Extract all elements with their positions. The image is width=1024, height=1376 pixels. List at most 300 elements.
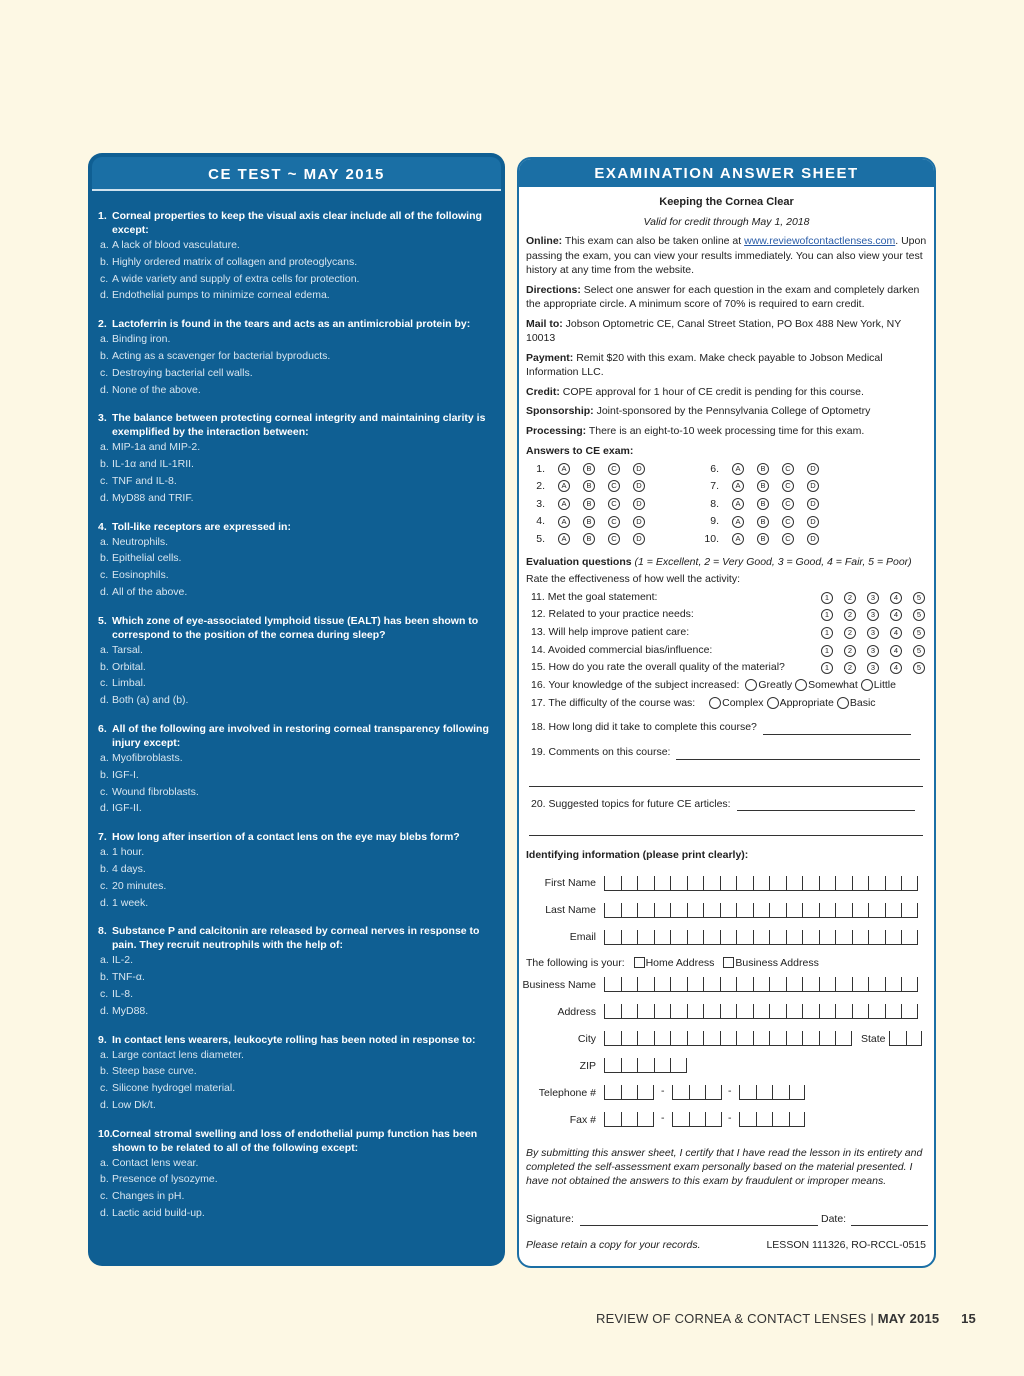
character-box[interactable] [670,876,687,891]
answer-bubble-a[interactable]: A [732,498,744,510]
answer-bubble-d[interactable]: D [807,463,819,475]
character-box[interactable] [687,876,704,891]
option-text: IGF-II. [112,802,142,815]
character-box[interactable] [637,977,654,992]
choice-radio[interactable] [837,697,849,709]
home-address-checkbox[interactable] [634,957,645,968]
payment-text: Remit $20 with this exam. Make check payable to Jobson Medical Information LLC. [526,351,883,378]
character-box[interactable] [670,977,687,992]
option-letter: a. [100,643,109,656]
character-box[interactable] [670,930,687,945]
first-name-row [526,869,927,896]
q20-row [526,797,927,815]
answer-bubble-c[interactable]: C [608,498,620,510]
rating-bubble-5[interactable]: 5 [913,592,925,604]
rating-bubble-2[interactable]: 2 [844,627,856,639]
evaluation-row-15 [526,660,927,678]
character-box[interactable] [687,1031,704,1046]
character-box[interactable] [637,876,654,891]
character-box[interactable] [670,1058,687,1073]
question-stem [98,614,495,642]
option-text: IL-2. [112,954,134,967]
character-box[interactable] [637,1085,654,1100]
processing-label: Processing: [526,424,587,437]
character-box[interactable] [901,903,918,918]
answer-bubble-c[interactable]: C [782,480,794,492]
email-boxes[interactable] [604,930,918,945]
character-box[interactable] [753,876,770,891]
choice-radio[interactable] [767,697,779,709]
answer-bubble-d[interactable]: D [633,533,645,545]
character-box[interactable] [670,903,687,918]
character-box[interactable] [720,876,737,891]
ce-test-panel [88,153,505,1266]
option-letter: a. [100,1156,109,1169]
character-box[interactable] [687,930,704,945]
rating-bubble-3[interactable]: 3 [867,645,879,657]
business-name-row [522,970,927,997]
answer-option [98,331,495,348]
answer-option [98,844,495,861]
option-text: Endothelial pumps to minimize corneal edema. [112,289,330,302]
ce-test-header [92,157,501,191]
character-box[interactable] [654,903,671,918]
answer-bubble-c[interactable]: C [782,463,794,475]
q19-answer-line[interactable] [676,749,920,760]
zip-row [526,1051,927,1078]
character-box[interactable] [687,977,704,992]
character-box[interactable] [802,1031,819,1046]
question-number: 8. [98,925,107,938]
answer-bubble-a[interactable]: A [732,463,744,475]
character-box[interactable] [703,1004,720,1019]
character-box[interactable] [802,903,819,918]
business-name-boxes[interactable] [604,977,918,992]
character-box[interactable] [703,876,720,891]
answer-bubble-b[interactable]: B [583,533,595,545]
character-box[interactable] [769,903,786,918]
character-box[interactable] [772,1085,789,1100]
evaluation-question: 11. Met the goal statement: [531,590,658,603]
option-text: 1 week. [112,896,149,909]
character-box[interactable] [621,1031,638,1046]
character-box[interactable] [786,930,803,945]
character-box[interactable] [901,930,918,945]
answer-bubble-a[interactable]: A [558,516,570,528]
option-text: Epithelial cells. [112,552,182,565]
character-box[interactable] [604,1112,621,1127]
city-boxes[interactable] [604,1031,852,1046]
character-box[interactable] [753,1031,770,1046]
character-box[interactable] [621,977,638,992]
character-box[interactable] [604,1058,621,1073]
character-box[interactable] [739,1085,756,1100]
question-number: 10. [98,1127,113,1140]
character-box[interactable] [736,1004,753,1019]
character-box[interactable] [736,930,753,945]
character-box[interactable] [852,930,869,945]
rating-bubble-4[interactable]: 4 [890,662,902,674]
character-box[interactable] [772,1112,789,1127]
character-box[interactable] [672,1112,689,1127]
character-box[interactable] [621,1112,638,1127]
character-box[interactable] [819,930,836,945]
character-box[interactable] [786,977,803,992]
character-box[interactable] [885,903,902,918]
option-text: TNF-α. [112,971,145,984]
character-box[interactable] [769,977,786,992]
character-box[interactable] [868,876,885,891]
online-pre: This exam can also be taken online at [564,235,742,247]
answer-bubble-c[interactable]: C [608,480,620,492]
character-box[interactable] [769,876,786,891]
rating-bubble-3[interactable]: 3 [867,662,879,674]
rating-bubble-4[interactable]: 4 [890,627,902,639]
rating-bubble-5[interactable]: 5 [913,627,925,639]
character-box[interactable] [819,1004,836,1019]
following-is-label: The following is your: [526,956,625,969]
character-box[interactable] [835,903,852,918]
zip-boxes[interactable] [604,1058,687,1073]
character-box[interactable] [720,930,737,945]
character-box[interactable] [621,930,638,945]
character-box[interactable] [901,977,918,992]
telephone-area-boxes[interactable] [604,1085,654,1100]
processing [526,424,927,439]
answer-bubble-d[interactable]: D [807,516,819,528]
answer-bubble-a[interactable]: A [732,480,744,492]
character-box[interactable] [802,930,819,945]
character-box[interactable] [705,1112,722,1127]
fax-dash-2: - [728,1111,732,1124]
character-box[interactable] [769,930,786,945]
character-box[interactable] [786,1031,803,1046]
choice-label: Complex [722,696,764,709]
character-box[interactable] [637,1058,654,1073]
character-box[interactable] [789,1085,806,1100]
character-box[interactable] [689,1085,706,1100]
character-box[interactable] [637,1004,654,1019]
rating-bubble-3[interactable]: 3 [867,627,879,639]
character-box[interactable] [753,903,770,918]
character-box[interactable] [621,876,638,891]
character-box[interactable] [901,876,918,891]
character-box[interactable] [852,876,869,891]
character-box[interactable] [868,1004,885,1019]
answer-bubble-b[interactable]: B [583,480,595,492]
character-box[interactable] [736,903,753,918]
rating-bubble-1[interactable]: 1 [821,662,833,674]
option-letter: c. [100,879,109,892]
rating-bubble-3[interactable]: 3 [867,592,879,604]
character-box[interactable] [654,977,671,992]
rating-bubble-1[interactable]: 1 [821,627,833,639]
first-name-boxes[interactable] [604,876,918,891]
q20-answer-line-2[interactable] [529,822,923,836]
character-box[interactable] [720,1031,737,1046]
character-box[interactable] [621,1085,638,1100]
option-letter: b. [100,768,109,781]
character-box[interactable] [703,1031,720,1046]
rating-bubble-1[interactable]: 1 [821,645,833,657]
answer-option [98,1097,495,1114]
rating-bubble-2[interactable]: 2 [844,609,856,621]
option-letter: b. [100,971,109,984]
rating-bubble-3[interactable]: 3 [867,609,879,621]
character-box[interactable] [637,903,654,918]
character-box[interactable] [672,1085,689,1100]
character-box[interactable] [604,1085,621,1100]
option-letter: c. [100,569,109,582]
character-box[interactable] [720,903,737,918]
answer-bubble-b[interactable]: B [583,516,595,528]
rating-bubble-2[interactable]: 2 [844,645,856,657]
character-box[interactable] [637,930,654,945]
telephone-prefix-boxes[interactable] [672,1085,722,1100]
character-box[interactable] [604,930,621,945]
character-box[interactable] [621,903,638,918]
character-box[interactable] [739,1112,756,1127]
character-box[interactable] [736,876,753,891]
character-box[interactable] [906,1031,923,1046]
character-box[interactable] [703,977,720,992]
character-box[interactable] [885,1004,902,1019]
answer-option [98,287,495,304]
character-box[interactable] [819,903,836,918]
date-line[interactable] [851,1215,928,1226]
character-box[interactable] [835,977,852,992]
option-text: A wide variety and supply of extra cells for protection. [112,272,360,285]
character-box[interactable] [654,1004,671,1019]
rating-bubble-2[interactable]: 2 [844,592,856,604]
signature-label: Signature: [526,1212,574,1225]
evaluation-rate-text: Rate the effectiveness of how well the activity: [526,573,740,585]
answer-bubble-b[interactable]: B [757,498,769,510]
character-box[interactable] [852,903,869,918]
option-letter: d. [100,802,109,815]
character-box[interactable] [703,903,720,918]
character-box[interactable] [753,930,770,945]
answer-bubble-a[interactable]: A [732,533,744,545]
character-box[interactable] [654,876,671,891]
character-box[interactable] [720,977,737,992]
evaluation-row-14 [526,643,927,661]
evaluation-question: 13. Will help improve patient care: [531,625,690,638]
answer-bubble-c[interactable]: C [608,516,620,528]
question-stem [98,209,495,237]
character-box[interactable] [885,930,902,945]
character-box[interactable] [687,903,704,918]
answer-bubble-d[interactable]: D [633,463,645,475]
answer-bubble-b[interactable]: B [757,480,769,492]
character-box[interactable] [621,1058,638,1073]
character-box[interactable] [687,1004,704,1019]
character-box[interactable] [835,1004,852,1019]
character-box[interactable] [835,1031,852,1046]
choice-radio[interactable] [709,697,721,709]
character-box[interactable] [621,1004,638,1019]
answer-bubble-a[interactable]: A [558,533,570,545]
rating-bubble-1[interactable]: 1 [821,609,833,621]
answer-grid [526,459,927,549]
character-box[interactable] [835,876,852,891]
character-box[interactable] [756,1085,773,1100]
q19-answer-line-2[interactable] [529,773,923,787]
answer-bubble-d[interactable]: D [633,498,645,510]
character-box[interactable] [753,977,770,992]
character-box[interactable] [769,1004,786,1019]
answer-bubble-b[interactable]: B [757,533,769,545]
character-box[interactable] [852,1004,869,1019]
character-box[interactable] [885,876,902,891]
issue-month: MAY 2015 [877,1311,940,1326]
character-box[interactable] [769,1031,786,1046]
character-box[interactable] [819,1031,836,1046]
answer-bubble-b[interactable]: B [583,463,595,475]
q16-row [526,678,927,696]
answer-bubble-a[interactable]: A [732,516,744,528]
character-box[interactable] [802,876,819,891]
online-label: Online: [526,235,563,247]
character-box[interactable] [885,977,902,992]
character-box[interactable] [604,1031,621,1046]
answer-bubble-a[interactable]: A [558,498,570,510]
character-box[interactable] [705,1085,722,1100]
character-box[interactable] [670,1004,687,1019]
option-letter: b. [100,1173,109,1186]
choice-radio[interactable] [861,679,873,691]
answer-option [98,659,495,676]
fax-area-boxes[interactable] [604,1112,654,1127]
answer-option [98,952,495,969]
option-text: Silicone hydrogel material. [112,1082,236,1095]
character-box[interactable] [637,1031,654,1046]
business-name-label: Business Name [522,978,596,991]
address-boxes[interactable] [604,1004,918,1019]
q20-answer-line[interactable] [737,800,915,811]
character-box[interactable] [736,977,753,992]
answer-option [98,439,495,456]
character-box[interactable] [868,977,885,992]
rating-bubble-5[interactable]: 5 [913,609,925,621]
answer-bubble-d[interactable]: D [807,498,819,510]
rating-bubble-5[interactable]: 5 [913,662,925,674]
character-box[interactable] [604,876,621,891]
answer-bubble-c[interactable]: C [782,533,794,545]
character-box[interactable] [670,1031,687,1046]
character-box[interactable] [786,1004,803,1019]
character-box[interactable] [756,1112,773,1127]
answer-bubble-b[interactable]: B [583,498,595,510]
character-box[interactable] [789,1112,806,1127]
question-stem [98,317,495,331]
answer-bubble-b[interactable]: B [757,516,769,528]
choice-label: Greatly [758,678,793,691]
state-boxes[interactable] [889,1031,922,1046]
question-2 [98,317,495,398]
character-box[interactable] [852,977,869,992]
rating-bubble-5[interactable]: 5 [913,645,925,657]
character-box[interactable] [654,1031,671,1046]
answer-bubble-b[interactable]: B [757,463,769,475]
character-box[interactable] [604,1004,621,1019]
character-box[interactable] [654,1058,671,1073]
choice-radio[interactable] [795,679,807,691]
q18-answer-line[interactable] [763,724,911,735]
character-box[interactable] [786,876,803,891]
evaluation-row-11 [526,590,927,608]
rating-bubble-2[interactable]: 2 [844,662,856,674]
answer-bubble-c[interactable]: C [608,533,620,545]
option-letter: a. [100,535,109,548]
choice-radio[interactable] [745,679,757,691]
address-label: Address [557,1005,596,1018]
character-box[interactable] [654,930,671,945]
answer-sheet-panel [517,157,936,1268]
character-box[interactable] [835,930,852,945]
rating-bubble-1[interactable]: 1 [821,592,833,604]
mail-text: Jobson Optometric CE, Canal Street Station, PO Box 488 New York, NY 10013 [526,317,902,344]
rating-bubble-4[interactable]: 4 [890,645,902,657]
choice-option [795,678,858,693]
answer-bubble-d[interactable]: D [807,533,819,545]
answer-row [694,462,832,480]
character-box[interactable] [604,977,621,992]
character-box[interactable] [901,1004,918,1019]
answer-bubble-d[interactable]: D [633,516,645,528]
rating-bubble-4[interactable]: 4 [890,609,902,621]
answer-bubble-d[interactable]: D [807,480,819,492]
option-letter: c. [100,785,109,798]
character-box[interactable] [868,903,885,918]
business-address-checkbox[interactable] [723,957,734,968]
character-box[interactable] [703,930,720,945]
answer-option [98,800,495,817]
character-box[interactable] [689,1112,706,1127]
character-box[interactable] [720,1004,737,1019]
character-box[interactable] [736,1031,753,1046]
character-box[interactable] [604,903,621,918]
answer-bubble-a[interactable]: A [558,463,570,475]
telephone-line-boxes[interactable] [739,1085,805,1100]
fax-line-boxes[interactable] [739,1112,805,1127]
character-box[interactable] [753,1004,770,1019]
option-letter: c. [100,1082,109,1095]
character-box[interactable] [819,977,836,992]
character-box[interactable] [786,903,803,918]
character-box[interactable] [802,1004,819,1019]
fax-prefix-boxes[interactable] [672,1112,722,1127]
character-box[interactable] [819,876,836,891]
character-box[interactable] [637,1112,654,1127]
website-link[interactable]: www.reviewofcontactlenses.com [744,235,896,247]
rating-bubble-4[interactable]: 4 [890,592,902,604]
character-box[interactable] [802,977,819,992]
option-letter: b. [100,349,109,362]
answer-bubble-c[interactable]: C [782,498,794,510]
answer-bubble-c[interactable]: C [782,516,794,528]
character-box[interactable] [889,1031,906,1046]
q17-label: 17. The difficulty of the course was: [531,696,696,709]
answer-bubble-c[interactable]: C [608,463,620,475]
answer-bubble-d[interactable]: D [633,480,645,492]
answer-bubble-a[interactable]: A [558,480,570,492]
character-box[interactable] [868,930,885,945]
option-text: Orbital. [112,660,146,673]
last-name-boxes[interactable] [604,903,918,918]
signature-line[interactable] [580,1215,818,1226]
option-text: Both (a) and (b). [112,694,189,707]
